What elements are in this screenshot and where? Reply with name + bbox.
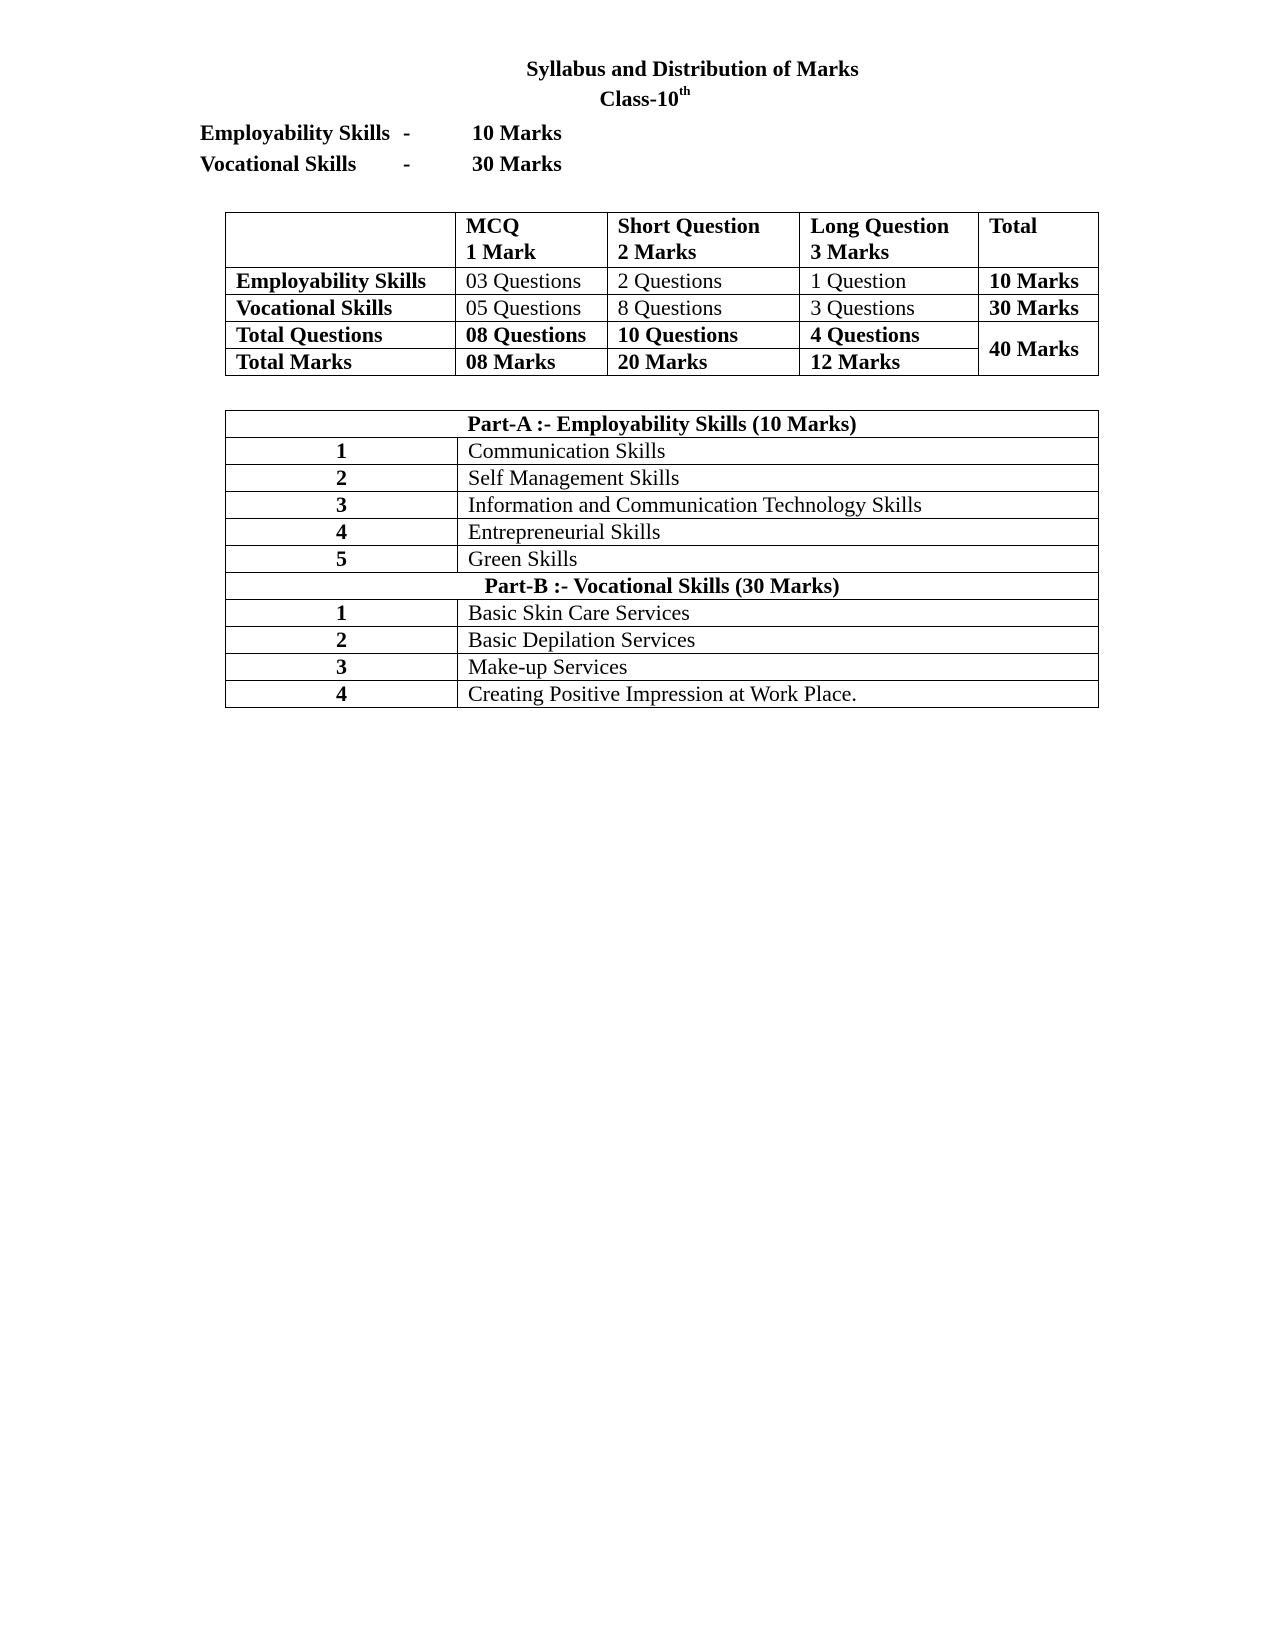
- class-label: Class-10: [599, 86, 679, 111]
- list-item: [226, 465, 1099, 492]
- summary-dash: -: [403, 120, 411, 145]
- cell-long: 1 Question: [800, 268, 979, 295]
- cell-mcq: 08 Questions: [455, 322, 607, 349]
- table-row: [226, 295, 1099, 322]
- cell-long: 3 Questions: [800, 295, 979, 322]
- header-cell-short: Short Question 2 Marks: [607, 213, 800, 268]
- item-name: Green Skills: [458, 546, 1099, 573]
- class-heading: [0, 82, 1275, 112]
- item-name: Basic Skin Care Services: [458, 600, 1099, 627]
- row-label: Vocational Skills: [226, 295, 456, 322]
- header-cell-long: Long Question 3 Marks: [800, 213, 979, 268]
- cell-grand-total: 40 Marks: [979, 322, 1099, 376]
- item-number: 3: [226, 654, 458, 681]
- item-name: Basic Depilation Services: [458, 627, 1099, 654]
- class-suffix: th: [678, 82, 691, 98]
- cell-short: 10 Questions: [607, 322, 800, 349]
- cell-short: 8 Questions: [607, 295, 800, 322]
- list-item: [226, 681, 1099, 708]
- table-row: [226, 268, 1099, 295]
- item-name: Information and Communication Technology Skills: [458, 492, 1099, 519]
- list-item: [226, 654, 1099, 681]
- marks-distribution-table: [225, 212, 1099, 376]
- cell-long: 12 Marks: [800, 349, 979, 376]
- item-number: 4: [226, 519, 458, 546]
- row-label: Total Marks: [226, 349, 456, 376]
- summary-value: 30 Marks: [472, 151, 562, 176]
- list-item: [226, 492, 1099, 519]
- summary-dash: -: [403, 151, 411, 176]
- item-number: 3: [226, 492, 458, 519]
- part-a-header-row: [226, 411, 1099, 438]
- header-cell-mcq: MCQ 1 Mark: [455, 213, 607, 268]
- item-name: Self Management Skills: [458, 465, 1099, 492]
- list-item: [226, 627, 1099, 654]
- part-b-title: Part-B :- Vocational Skills (30 Marks): [226, 573, 1099, 600]
- cell-total: 10 Marks: [979, 268, 1099, 295]
- cell-mcq: 08 Marks: [455, 349, 607, 376]
- item-number: 1: [226, 600, 458, 627]
- item-number: 2: [226, 627, 458, 654]
- cell-long: 4 Questions: [800, 322, 979, 349]
- part-b-header-row: [226, 573, 1099, 600]
- item-name: Communication Skills: [458, 438, 1099, 465]
- item-name: Make-up Services: [458, 654, 1099, 681]
- summary-label: Employability Skills: [200, 120, 391, 145]
- header-cell-empty: [226, 213, 456, 268]
- cell-short: 2 Questions: [607, 268, 800, 295]
- table-row: [226, 322, 1099, 349]
- table-row: [226, 349, 1099, 376]
- item-name: Creating Positive Impression at Work Place.: [458, 681, 1099, 708]
- row-label: Employability Skills: [226, 268, 456, 295]
- item-number: 2: [226, 465, 458, 492]
- row-label: Total Questions: [226, 322, 456, 349]
- item-number: 5: [226, 546, 458, 573]
- cell-short: 20 Marks: [607, 349, 800, 376]
- list-item: [226, 600, 1099, 627]
- list-item: [226, 519, 1099, 546]
- list-item: [226, 546, 1099, 573]
- header-cell-total: Total: [979, 213, 1099, 268]
- item-name: Entrepreneurial Skills: [458, 519, 1099, 546]
- cell-mcq: 05 Questions: [455, 295, 607, 322]
- cell-total: 30 Marks: [979, 295, 1099, 322]
- item-number: 1: [226, 438, 458, 465]
- cell-mcq: 03 Questions: [455, 268, 607, 295]
- document-title: Syllabus and Distribution of Marks: [526, 56, 859, 81]
- list-item: [226, 438, 1099, 465]
- item-number: 4: [226, 681, 458, 708]
- table-header-row: [226, 213, 1099, 268]
- summary-label: Vocational Skills: [200, 151, 357, 176]
- syllabus-table: [225, 410, 1099, 708]
- part-a-title: Part-A :- Employability Skills (10 Marks): [226, 411, 1099, 438]
- summary-value: 10 Marks: [472, 120, 562, 145]
